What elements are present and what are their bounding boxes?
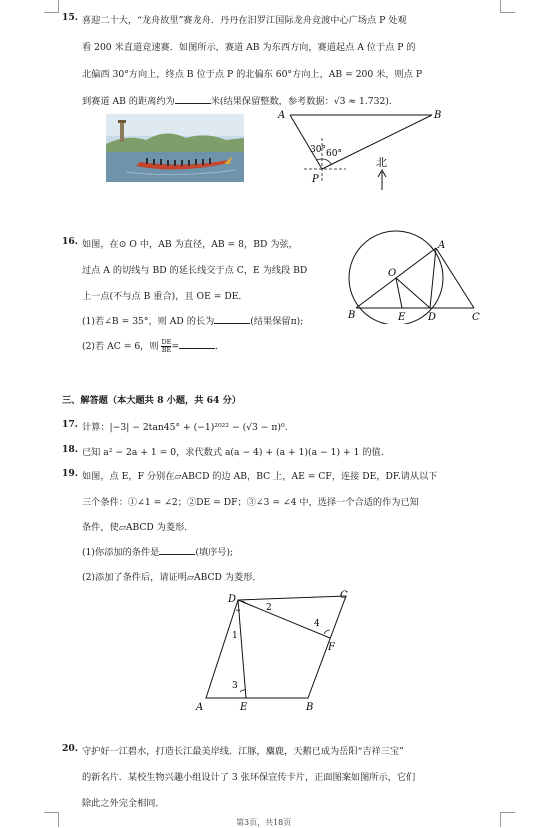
point-d-label: D (428, 312, 437, 323)
q16-figure (344, 228, 490, 324)
q19-line-4-start: (1)你添加的条件是 (82, 547, 160, 558)
point-e-label: E (398, 312, 406, 323)
q17-text: 计算：|−3| − 2tan45° + (−1)²⁰²² − (√3 − π)⁰. (82, 422, 288, 433)
point-c-label: C (340, 590, 348, 601)
point-o-label: O (388, 268, 397, 279)
parallelogram-abcd (206, 596, 346, 698)
q19-answer-blank[interactable] (159, 545, 195, 555)
point-b-label: B (348, 310, 356, 321)
angle-30-label: 30° (310, 145, 326, 155)
point-p-label: P (312, 174, 319, 185)
q17-number: 17. (62, 419, 78, 430)
north-label: 北 (376, 156, 387, 169)
angle-3-label: 3 (232, 681, 238, 691)
fraction-denominator: BE (161, 346, 172, 354)
corner-mark-top-right (500, 0, 515, 13)
point-e-label: E (240, 702, 248, 712)
q16-line-5-end: . (215, 341, 219, 352)
angle-1-label: 1 (232, 631, 238, 641)
fraction-numerator: DE (161, 338, 172, 346)
dragon-boat-photo (106, 114, 244, 182)
q20-number: 20. (62, 743, 78, 754)
section-three-heading: 三、解答题（本大题共 8 小题，共 64 分） (62, 395, 241, 406)
q15-figure (276, 104, 456, 190)
q16-answer-blank-2[interactable] (179, 339, 215, 349)
q16-line-2: 过点 A 的切线与 BD 的延长线交于点 C，E 为线段 BD (82, 265, 308, 276)
corner-mark-bottom-left (44, 812, 59, 827)
q19-line-4-end: (填序号); (195, 547, 234, 558)
q20-line-3: 除此之外完全相同． (82, 798, 165, 809)
q15-number: 15. (62, 12, 78, 23)
tangent-ac (436, 248, 474, 308)
q19-line-5: (2)添加了条件后，请证明▱ABCD 为菱形． (82, 572, 262, 583)
segment-de (238, 600, 246, 698)
q16-line-5-start: (2)若 AC = 6，则 (82, 341, 159, 352)
q18-number: 18. (62, 444, 78, 455)
q19-figure (190, 588, 362, 712)
q16-line-3: 上一点(不与点 B 重合)，且 OE = DE． (82, 291, 248, 302)
q15-line-2: 看 200 米直道竞速赛．如图所示，赛道 AB 为东西方向，赛道起点 A 位于点 P 的 (82, 42, 416, 53)
point-c-label: C (472, 312, 480, 323)
q16-line-4-start: (1)若∠B = 35°，则 AD 的长为 (82, 316, 215, 327)
angle-2-label: 2 (266, 603, 272, 613)
q16-answer-blank-1[interactable] (214, 314, 250, 324)
corner-mark-top-left (44, 0, 59, 13)
angle-60-label: 60° (326, 149, 342, 159)
point-a-label: A (278, 110, 286, 121)
q15-line-4-end: 米(结果保留整数，参考数据：√3 ≈ 1.732). (210, 96, 392, 107)
q16-number: 16. (62, 236, 78, 247)
point-b-label: B (306, 702, 314, 712)
q19-line-4 (82, 544, 233, 558)
q19-line-2: 三个条件：①∠1 = ∠2；②DE = DF；③∠3 = ∠4 中，选择一个合适的作为已知 (82, 497, 419, 508)
q20-line-2: 的新名片．某校生物兴趣小组设计了 3 张环保宣传卡片，正面图案如图所示，它们 (82, 772, 416, 783)
q15-line-1: 喜迎二十大，“龙舟故里”赛龙舟．丹丹在汨罗江国际龙舟竞渡中心广场点 P 处观 (82, 15, 407, 26)
q19-number: 19. (62, 468, 78, 479)
q16-line-5 (82, 338, 218, 354)
angle-4-label: 4 (314, 619, 320, 629)
q16-line-4-end: (结果保留π); (250, 316, 304, 327)
point-d-label: D (228, 594, 237, 605)
q19-line-1: 如图，点 E，F 分别在▱ABCD 的边 AB，BC 上，AE = CF，连接 DE，DF.请从以下 (82, 471, 438, 482)
q20-line-1: 守护好一江碧水，打造长江最美岸线．江豚，麋鹿，天鹅已成为岳阳“吉祥三宝” (82, 746, 404, 757)
q16-equals: = (171, 341, 180, 352)
q16-line-4 (82, 313, 303, 327)
point-a-label: A (196, 702, 204, 712)
segment-ad (430, 248, 436, 308)
point-b-label: B (434, 110, 442, 121)
q15-line-3: 北偏西 30°方向上，终点 B 位于点 P 的北偏东 60°方向上，AB = 200 米，则点 P (82, 69, 423, 80)
q16-line-1: 如图，在⊙ O 中，AB 为直径，AB = 8，BD 为弦， (82, 239, 298, 250)
point-f-label: F (328, 642, 335, 653)
q16-fraction (161, 339, 171, 354)
corner-mark-bottom-right (500, 812, 515, 827)
q18-text: 已知 a² − 2a + 1 = 0，求代数式 a(a − 4) + (a + 1)(a − 1) + 1 的值. (82, 447, 384, 458)
segment-ap (290, 115, 322, 169)
q15-line-4-start: 到赛道 AB 的距离约为 (82, 96, 175, 107)
q15-answer-blank[interactable] (175, 94, 211, 104)
point-a-label: A (438, 240, 446, 251)
page-footer: 第3页，共18页 (236, 818, 292, 827)
q19-line-3: 条件，使▱ABCD 为菱形． (82, 522, 194, 533)
